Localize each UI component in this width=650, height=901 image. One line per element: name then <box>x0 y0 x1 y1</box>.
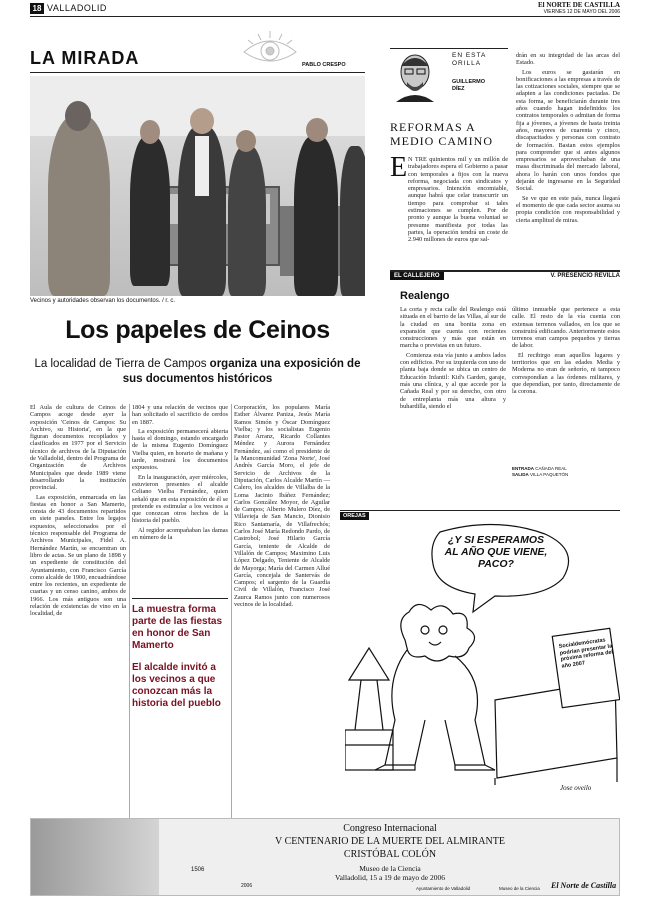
subhead-intro: La localidad de Tierra de Campos <box>34 358 210 370</box>
callejero-paragraph: Comienza esta vía junto a ambos lados con edificios. Por su izquierda con uno de planta baja donde se ubica un centro de Educación Infantil: Kid's Garden, garaje, más una clínica, y al que accede por la Cañada Real y por su derecho, con otro de entreplanta más una altura y buhardilla, siendo el <box>400 351 506 410</box>
header-rule <box>30 16 620 17</box>
ad-sponsor-3: El Norte de Castilla <box>551 881 617 890</box>
ad-title-3: CRISTÓBAL COLÓN <box>343 849 437 860</box>
page-number: 18 <box>30 3 44 14</box>
photo-caption: Vecinos y autoridades observan los documentos. / r. c. <box>30 298 176 304</box>
article-headline: Los papeles de Ceinos <box>65 316 330 344</box>
article-paragraph: El Aula de cultura de Ceinos de Campos acoge desde ayer la exposición 'Ceinos de Campos: Su Archivo, su Historia', en la que figuran documentos recopilados y clasificados en 1977 por el Servicio técnico de archivos de la Diputación de Valladolid, dentro del Programa de Organización de Archivos Municipales que desde 1989 viene desarrollando la institución provincial. <box>30 404 126 492</box>
orilla-paragraph: Se ve que en este país, nunca llegará el momento de que cada sector asuma su propia condición con responsabilidad y cierta amplitud de miras. <box>516 194 620 224</box>
orilla-box <box>390 48 508 268</box>
callejero-column-2 <box>512 306 620 398</box>
orejas-label: OREJAS <box>340 512 369 520</box>
cartoon-note: Socialdemócratas podrían presentar la próxima reforma del año 2007 <box>558 637 614 670</box>
callejero-salida: SALIDA VILLA PAQUETÓN <box>512 472 569 477</box>
orilla-kicker-2: ORILLA <box>452 60 482 67</box>
orilla-kicker-1: EN ESTA <box>452 52 487 59</box>
ad-sponsor-1: Ayuntamiento de Valladolid <box>416 886 471 891</box>
orilla-column-2 <box>516 52 620 226</box>
ad-title-2: V CENTENARIO DE LA MUERTE DEL ALMIRANTE <box>275 836 505 847</box>
pull-quote-2: El alcalde invitó a los vecinos a que conozcan más la historia del pueblo <box>132 662 221 709</box>
ad-logo-year-2: 2006 <box>241 883 253 889</box>
callejero-paragraph: último inmueble que pertenece a esta calle. El resto de la vía cuenta con extensas terrenos vallados, en los que se construirá edificando. Anteriormente estos terrenos eran campos pequeños y tierras de labor. <box>512 306 620 350</box>
section-name: VALLADOLID <box>47 3 107 13</box>
ad-title-1: Congreso Internacional <box>343 823 437 834</box>
ad-title-4: Museo de la Ciencia <box>359 864 421 873</box>
callejero-paragraph: La corta y recta calle del Realengo está situada en el barrio de las Villas, al sur de la ciudad en una bonita zona en expansión que cuenta con recientes construcciones y más que están en marcha o previstas en un futuro. <box>400 306 506 350</box>
article-paragraph: Al regidor acompañaban las damas en número de la <box>132 526 228 542</box>
cartoon-signature: Jose oveilo <box>560 784 592 792</box>
cartoon-speech: ¿Y SI ESPERAMOS AL AÑO QUE VIENE, PACO? <box>444 534 548 570</box>
article-column-1 <box>30 404 126 620</box>
ad-sponsor-2: Museo de la Ciencia <box>499 886 540 891</box>
article-paragraph: 1804 y una relación de vecinos que han solicitado el sacrificio de cerdos en 1887. <box>132 404 228 426</box>
article-paragraph: Corporación, los populares María Esther Álvarez Paniza, Jesús María Ramos Simón y Óscar Domínguez Vielba; y los socialistas Eugenio Pastor Arranz, Ricardo Collantes Méndez y Aurora Fernández Fernández, así como el presidente de la Mancomunidad 'Zona Norte', José Andrés García Moro, el jefe de Servicio de Archivos de la Diputación, Carlos Alcalde Martín — Calero, los alcaldes de Villalba de la Loma Jacinto Ibáñez Fernández; Carlos González Moyor, de Aguilar de Campos; Alberto Mulero Díez, de Villavieja de San Mancio, Dionisio Rico Santamaría, de Villafrechós; Carlos José María Redondo Pardo, de Castrobol; José Hilario García García, teniente de Alcalde de Villalón de Campos; Maximino Luis López Delgado, Teniente de Alcalde de Mayorga; María del Carmen Allué García, concejala de Santervás de Campos; el sargento de la Guardia Civil de Villalón, Francisco José Zaurca Ramos junto con numerosos vecinos de la localidad. <box>234 404 330 609</box>
newspaper-name: El NORTE DE CASTILLA <box>537 1 620 9</box>
callejero-paragraph: El recibirgo eran aquellos lugares y territorios que en las edades Media y Moderna no eran de señorío, ni tampoco correspondían a las órdenes militares, y que dependían, por tanto, directamente de la corona. <box>512 351 620 396</box>
orilla-paragraph: Los euros se gastarán en bonificaciones a las empresas a través de las cotizaciones sociales, siempre que se adapten a las condiciones pactadas. De esta forma, se beneficiarán durante tres años cuando hagan indefinidos los contratos temporales o admitan de forma fija a jóvenes, a jóvenes de hasta treinta años, mayores de cuarenta y cinco, discapacitados y personas con contrato de formación. Bastan estos ejemplos para comprender que si antes algunos empresarios se aprovechaban de una masa discriminada del mercado laboral, ahora lo harán con unos fondos que dejarán de ingresarse en la Seguridad Social. <box>516 68 620 193</box>
article-subhead <box>30 357 365 387</box>
dropcap: E <box>390 152 408 183</box>
callejero-author: V. PRESENCIO REVILLA <box>550 273 620 279</box>
issue-date: VIERNES 12 DE MAYO DEL 2006 <box>543 9 620 15</box>
ad-logo-year-1: 1506 <box>191 867 205 873</box>
callejero-title: Realengo <box>400 290 450 302</box>
callejero-column-1 <box>400 306 506 412</box>
orilla-column-1: N TRE quinientos mil y un millón de trabajadores espera el Gobierno a pasar con temporales a fijos con la nueva reforma, negociada con sindicatos y empresarios. Intención encomiable, aunque habrá que celar transcurrir un tiempo para comprobar si tales estimaciones se cumplen. Por de pronto y aunque la buena voluntad se presume manifiesta por todas las partes, la operación tendrá un coste de 2.940 millones de euros que sal- <box>408 156 508 244</box>
orilla-title-1: REFORMAS A <box>390 120 476 134</box>
callejero-label: EL CALLEJERO <box>390 272 444 280</box>
orilla-author-1: GUILLERMO <box>452 79 485 85</box>
pull-quote-1: La muestra forma parte de las fiestas en honor de San Mamerto <box>132 604 223 651</box>
article-paragraph: La exposición permanecerá abierta hasta el domingo, estando encargado de la misma Eugenio Domínguez Vielba quien, en horario de mañana y tarde, mostrará los documentos expuestos. <box>132 427 228 472</box>
article-paragraph: Las exposición, enmarcada en las fiestas en honor a San Mamerto, consta de 43 documentos repartidos en siete paneles. Entre los legajos expuestos, seleccionados por el técnico responsable del Programa de Archivos Municipales, Fidel A. Hernández Martín, se encuentran un libro de actas. Se un plano de 1898 y un expediente de constitución del Ayuntamiento, con Francisco García como alcalde de 1900, encuadrándose entre los recientes, un expediente de cuartas y un censo canino, ambos de 1966. Los más antiguos son una relación de existencias de vino en la localidad, de <box>30 493 126 618</box>
ad-title-5: Valladolid, 15 a 19 de mayo de 2006 <box>335 873 445 882</box>
article-column-3 <box>234 404 330 610</box>
eye-icon <box>240 30 300 70</box>
mirada-author: PABLO CRESPO <box>302 62 346 68</box>
callejero-entrada: ENTRADA CAÑADA REAL <box>512 466 567 471</box>
advertisement <box>30 818 620 896</box>
author-portrait <box>392 52 438 102</box>
article-column-2 <box>132 404 228 543</box>
mirada-title: LA MIRADA <box>30 48 140 68</box>
subhead-emphasis: organiza una exposición de sus documentos históricos <box>122 358 361 385</box>
orilla-paragraph: drán en su integridad de las arcas del Estado. <box>516 52 620 67</box>
page-header <box>30 3 620 17</box>
mirada-photo <box>30 76 365 296</box>
orilla-title-2: MEDIO CAMINO <box>390 134 493 148</box>
article-paragraph: En la inauguración, ayer miércoles, estuvieron presentes el alcalde Celiano Vielba Fernández, quien señaló que en esta exposición de él se pretende es estimular a los vecinos a que conozcan otros hechos de la historia del pueblo. <box>132 473 228 525</box>
orilla-author-2: DÍEZ <box>452 86 465 92</box>
mirada-rule <box>30 72 365 73</box>
